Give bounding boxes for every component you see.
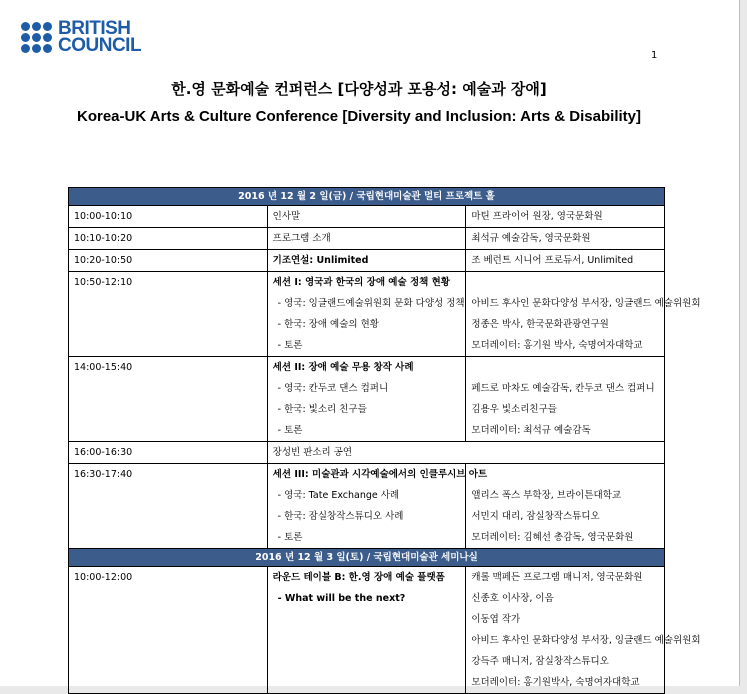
session-item: - 한국: 빛소리 친구들 [277, 404, 367, 415]
session-item: - 영국: 잉글랜드예술위원회 문화 다양성 정책 [277, 298, 465, 309]
time-cell: 10:20-10:50 [74, 255, 133, 266]
session-item: - 토론 [277, 425, 303, 436]
session-item: - 한국: 잠실창작스튜디오 사례 [277, 511, 404, 522]
session-item: - 토론 [277, 340, 303, 351]
day2-header: 2016 년 12 월 3 일(토) / 국립현대미술관 세미나실 [69, 549, 665, 567]
speaker-line: 페드로 마차도 예술감독, 칸두코 댄스 컴퍼니 [471, 383, 655, 394]
time-cell: 10:50-12:10 [74, 277, 133, 288]
session2-row [69, 357, 665, 442]
session-item: - 한국: 장애 예술의 현황 [277, 319, 379, 330]
session-item: - 영국: 칸두코 댄스 컴퍼니 [277, 383, 389, 394]
session-item: - What will be the next? [277, 593, 406, 604]
logo-line-2: COUNCIL [58, 35, 142, 56]
speaker-line: 이동엽 작가 [471, 614, 521, 625]
roundtable-row [69, 567, 665, 694]
time-cell: 14:00-15:40 [74, 362, 133, 373]
speaker-line: 서민지 대리, 잠실창작스튜디오 [471, 511, 600, 522]
speaker-line: 아비드 후사인 문화다양성 부서장, 잉글랜드 예술위원회 [471, 635, 701, 646]
session-title: 세션 I: 영국과 한국의 장애 예술 정책 현황 [272, 277, 450, 288]
session-title: 세션 II: 장애 예술 무용 창작 사례 [272, 362, 414, 373]
time-cell: 16:00-16:30 [74, 447, 133, 458]
session-title: 라운드 테이블 B: 한.영 장애 예술 플랫폼 [272, 572, 445, 583]
british-council-logo [21, 20, 141, 54]
table-row [69, 228, 665, 250]
time-cell: 16:30-17:40 [74, 469, 133, 480]
performance-row [69, 442, 665, 464]
speaker-line: 모더레이터: 최석규 예술감독 [471, 425, 591, 436]
program-cell: 기조연설: Unlimited [272, 255, 369, 266]
table-row [69, 250, 665, 272]
session-title: 세션 III: 미술관과 시각예술에서의 인클루시브 아트 [272, 469, 488, 480]
day1-header: 2016 년 12 월 2 일(금) / 국립현대미술관 멀티 프로젝트 홀 [69, 188, 665, 206]
time-cell: 10:00-12:00 [74, 572, 133, 583]
schedule-table [68, 187, 701, 694]
title-korean: 한.영 문화예술 컨퍼런스 [다양성과 포용성: 예술과 장애] [171, 80, 547, 98]
speaker-line: 아비드 후사인 문화다양성 부서장, 잉글랜드 예술위원회 [471, 298, 701, 309]
speaker-line: 모더레이터: 김혜선 총감독, 영국문화원 [471, 532, 634, 543]
program-cell: 프로그램 소개 [272, 233, 331, 244]
day2-header-row [69, 549, 665, 567]
speaker-line: 정종은 박사, 한국문화관광연구원 [471, 319, 609, 330]
day1-header-row [69, 188, 665, 206]
session-item: - 영국: Tate Exchange 사례 [277, 490, 400, 501]
title-english: Korea-UK Arts & Culture Conference [Diversity and Inclusion: Arts & Disability] [77, 108, 641, 125]
speaker-line: 캐롤 맥페든 프로그램 매니저, 영국문화원 [471, 572, 643, 583]
speaker-cell: 최석규 예술감독, 영국문화원 [471, 233, 591, 244]
time-cell: 10:00-10:10 [74, 211, 133, 222]
session1-row [69, 272, 665, 357]
speaker-line: 앨리스 폭스 부학장, 브라이튼대학교 [471, 490, 622, 501]
speaker-line: 강득주 매니저, 잠실창작스튜디오 [471, 656, 609, 667]
speaker-line: 모더레이터: 홍기원박사, 숙명여자대학교 [471, 677, 640, 688]
program-cell: 장성빈 판소리 공연 [272, 447, 353, 458]
time-cell: 10:10-10:20 [74, 233, 133, 244]
speaker-line: 신종호 이사장, 이음 [471, 593, 554, 604]
logo-dots-icon [21, 22, 52, 53]
program-cell: 인사말 [272, 211, 301, 222]
speaker-cell: 조 베런트 시니어 프로듀서, Unlimited [471, 255, 634, 266]
session-item: - 토론 [277, 532, 303, 543]
session3-row [69, 464, 665, 549]
page-number: 1 [651, 50, 658, 61]
speaker-line: 김용우 빛소리친구들 [471, 404, 557, 415]
logo-wordmark [58, 20, 141, 54]
table-row [69, 206, 665, 228]
logo-line-1: BRITISH [58, 18, 131, 39]
speaker-line: 모더레이터: 홍기원 박사, 숙명여자대학교 [471, 340, 643, 351]
speaker-cell: 마틴 프라이어 원장, 영국문화원 [471, 211, 603, 222]
